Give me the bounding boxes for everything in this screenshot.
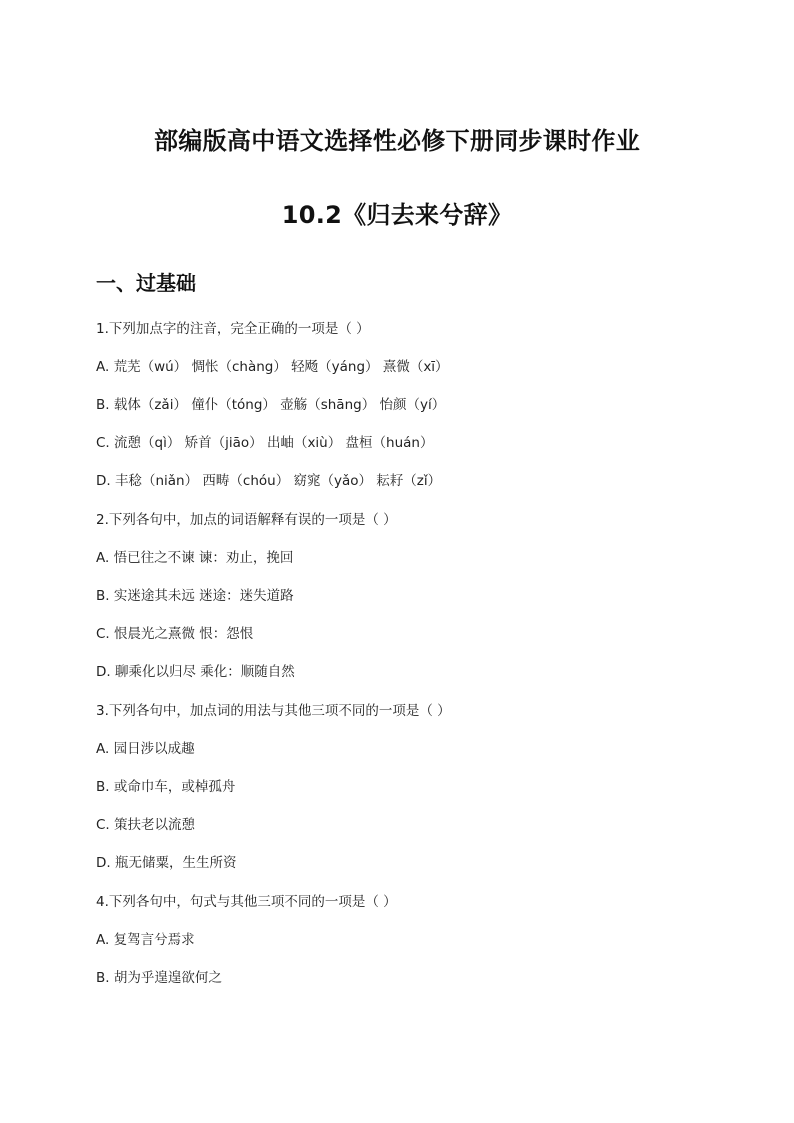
section-heading: 一、过基础 [96,271,196,295]
question-3-option-c: C. 策扶老以流憩 [96,817,196,833]
question-1-option-b: B. 载体（zǎi） 僮仆（tóng） 壶觞（shāng） 怡颜（yí） [96,397,446,413]
question-2-option-c: C. 恨晨光之熹微 恨：怨恨 [96,626,254,642]
document-subtitle: 10.2《归去来兮辞》 [281,201,513,229]
question-2-option-a: A. 悟已往之不谏 谏：劝止，挽回 [96,550,294,566]
question-4-stem: 4.下列各句中，句式与其他三项不同的一项是（ ） [96,894,397,910]
question-3-stem: 3.下列各句中，加点词的用法与其他三项不同的一项是（ ） [96,703,451,719]
question-2-option-d: D. 聊乘化以归尽 乘化：顺随自然 [96,664,295,680]
question-3-option-a: A. 园日涉以成趣 [96,741,195,757]
question-3-option-b: B. 或命巾车，或棹孤舟 [96,779,236,795]
question-3-option-d: D. 瓶无储粟，生生所资 [96,855,237,871]
question-1-stem: 1.下列加点字的注音，完全正确的一项是（ ） [96,321,370,337]
question-1-option-c: C. 流憩（qì） 矫首（jiāo） 出岫（xiù） 盘桓（huán） [96,435,434,451]
question-2-stem: 2.下列各句中，加点的词语解释有误的一项是（ ） [96,512,397,528]
question-1-option-d: D. 丰稔（niǎn） 西畴（chóu） 窈窕（yǎo） 耘耔（zǐ） [96,473,442,489]
question-4-option-a: A. 复驾言兮焉求 [96,932,195,948]
question-1-option-a: A. 荒芜（wú） 惆怅（chàng） 轻飏（yáng） 熹微（xī） [96,359,449,375]
document-title: 部编版高中语文选择性必修下册同步课时作业 [154,127,640,155]
question-2-option-b: B. 实迷途其未远 迷途：迷失道路 [96,588,294,604]
question-4-option-b: B. 胡为乎遑遑欲何之 [96,970,222,986]
